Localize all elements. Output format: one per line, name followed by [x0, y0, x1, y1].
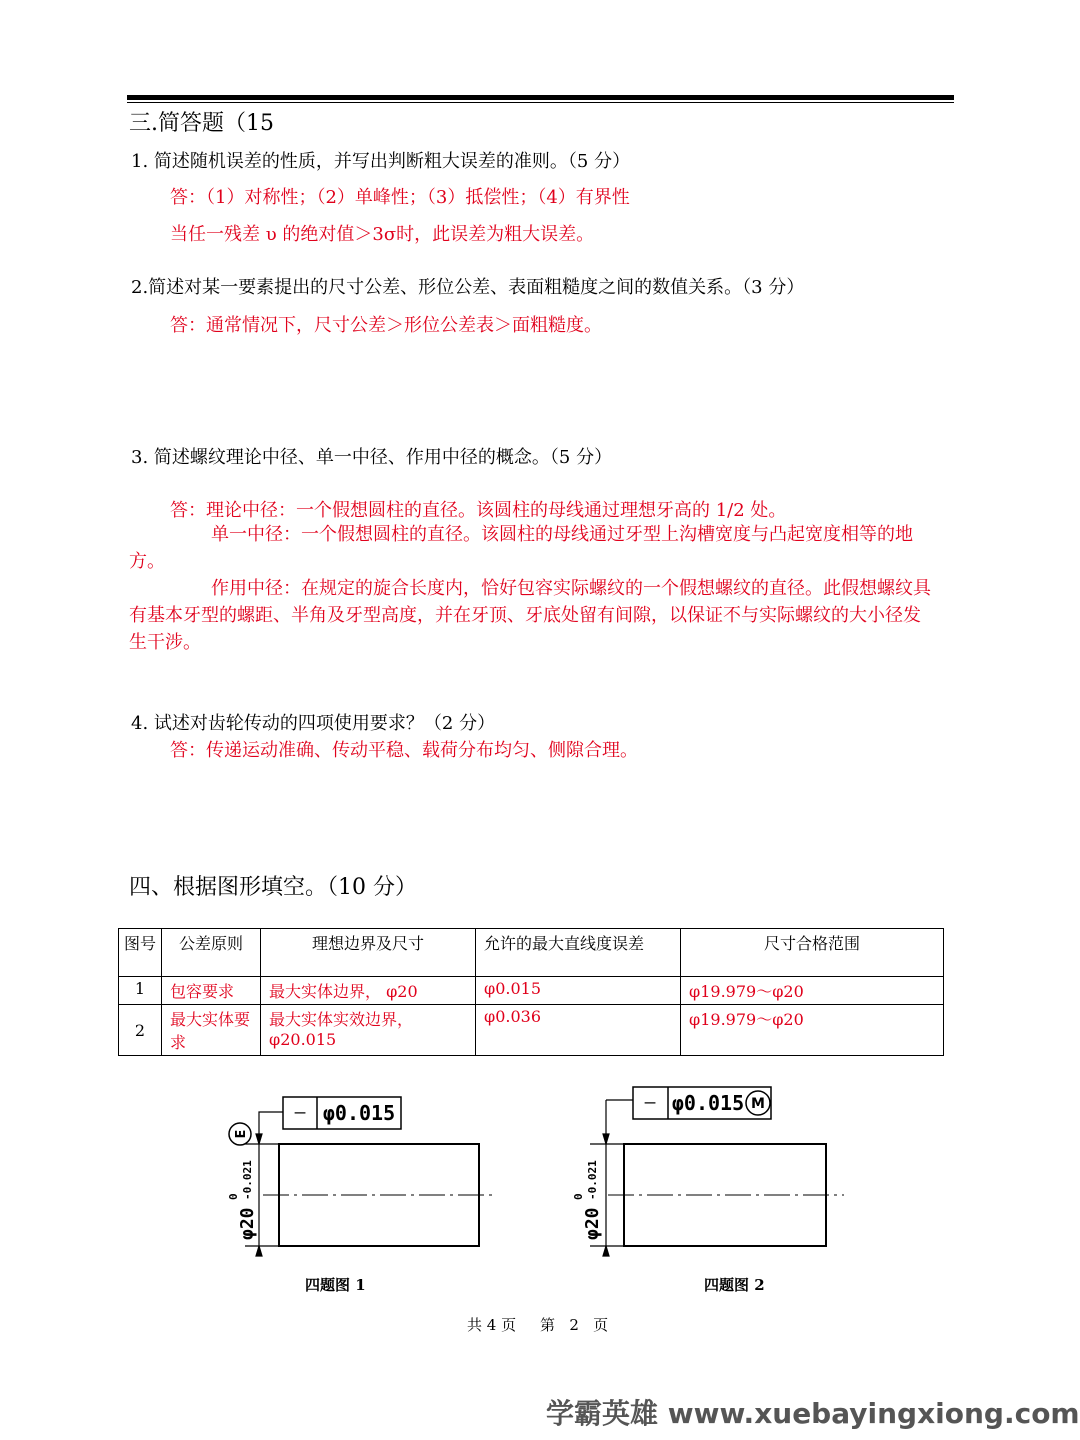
table-cell: 最大实体实效边界，φ20.015 [261, 1005, 476, 1056]
watermark-brand: 学霸英雄 www.xuebayingxiong.com [546, 1397, 1080, 1430]
dimension-upper: 0 [227, 1193, 240, 1200]
frame-symbol: — [644, 1092, 656, 1113]
page-footer [467, 1314, 608, 1335]
table-cell: 1 [119, 977, 162, 1005]
table-cell: 最大实体边界， φ20 [261, 977, 476, 1005]
section3-title: 三.简答题（15 [129, 111, 274, 136]
dimension-upper: 0 [572, 1193, 585, 1200]
frame-symbol: — [294, 1102, 306, 1123]
q2-question: 2.简述对某一要素提出的尺寸公差、形位公差、表面粗糙度之间的数值关系。（3 分） [131, 277, 805, 298]
dimension-base: φ20 [582, 1207, 603, 1240]
header-cell: 公差原则 [162, 929, 261, 977]
arrow-top [256, 1134, 262, 1144]
top-rule-thick [127, 95, 954, 100]
table-row [119, 977, 944, 1005]
q4-question: 4. 试述对齿轮传动的四项使用要求？（2 分） [131, 713, 496, 734]
section4-title: 四、根据图形填空。（10 分） [129, 875, 417, 900]
q1-answer-line2: 当任一残差 υ 的绝对值＞3σ时，此误差为粗大误差。 [170, 224, 595, 245]
figure1-caption: 四题图 1 [305, 1276, 366, 1294]
header-cell: 图号 [119, 929, 162, 977]
table-cell: 最大实体要求 [162, 1005, 261, 1056]
arrow-bottom [603, 1246, 609, 1256]
answer-table [118, 928, 944, 1056]
table-cell: φ19.979～φ20 [681, 977, 944, 1005]
frame-value: φ0.015 [671, 1091, 745, 1115]
q3-answer-para3: 作用中径：在规定的旋合长度内，恰好包容实际螺纹的一个假想螺纹的直径。此假想螺纹具有基本牙型的螺距、半角及牙型高度，并在牙顶、牙底处留有间隙，以保证不与实际螺纹的大小径发生干涉。 [129, 578, 931, 653]
footer-page-label: 第 [539, 1316, 555, 1334]
table-row [119, 1005, 944, 1056]
figure2-drawing [560, 1080, 860, 1260]
q1-question: 1. 简述随机误差的性质，并写出判断粗大误差的准则。（5 分） [131, 151, 631, 172]
modifier-letter: E [234, 1129, 249, 1139]
header-cell: 允许的最大直线度误差 [476, 929, 681, 977]
footer-page-unit: 页 [501, 1316, 517, 1334]
q4-answer: 答：传递运动准确、传动平稳、载荷分布均匀、侧隙合理。 [170, 740, 638, 761]
dimension-lower: -0.021 [586, 1160, 599, 1200]
footer-page-unit: 页 [593, 1316, 609, 1334]
table-cell: φ0.015 [476, 977, 681, 1005]
arrow-bottom [256, 1246, 262, 1256]
footer-total-pages: 4 [486, 1316, 497, 1334]
q3-answer-para2: 单一中径：一个假想圆柱的直径。该圆柱的母线通过牙型上沟槽宽度与凸起宽度相等的地方。 [129, 524, 913, 572]
table-cell: φ19.979～φ20 [681, 1005, 944, 1056]
header-cell: 理想边界及尺寸 [261, 929, 476, 977]
header-cell: 尺寸合格范围 [681, 929, 944, 977]
table-cell: φ0.036 [476, 1005, 681, 1056]
leader-line [259, 1112, 283, 1128]
top-rule-thin [127, 102, 954, 103]
dimension-base: φ20 [237, 1207, 258, 1240]
footer-page-number: 2 [569, 1316, 579, 1334]
arrow-top [603, 1134, 609, 1144]
q2-answer: 答：通常情况下，尺寸公差＞形位公差表＞面粗糙度。 [170, 315, 602, 336]
table-header-row [119, 929, 944, 977]
q3-answer-line1: 答：理论中径：一个假想圆柱的直径。该圆柱的母线通过理想牙高的 1/2 处。 [170, 500, 787, 521]
q1-answer-line1: 答：（1）对称性；（2）单峰性；（3）抵偿性；（4）有界性 [170, 187, 630, 208]
figure1-drawing [215, 1090, 515, 1260]
figure2-caption: 四题图 2 [704, 1276, 765, 1294]
dimension-lower: -0.021 [241, 1160, 254, 1200]
frame-value: φ0.015 [322, 1101, 396, 1125]
table-cell: 包容要求 [162, 977, 261, 1005]
table-cell: 2 [119, 1005, 162, 1056]
footer-total-label: 共 [467, 1316, 483, 1334]
q3-question: 3. 简述螺纹理论中径、单一中径、作用中径的概念。（5 分） [131, 447, 613, 468]
modifier-letter: M [751, 1096, 765, 1112]
